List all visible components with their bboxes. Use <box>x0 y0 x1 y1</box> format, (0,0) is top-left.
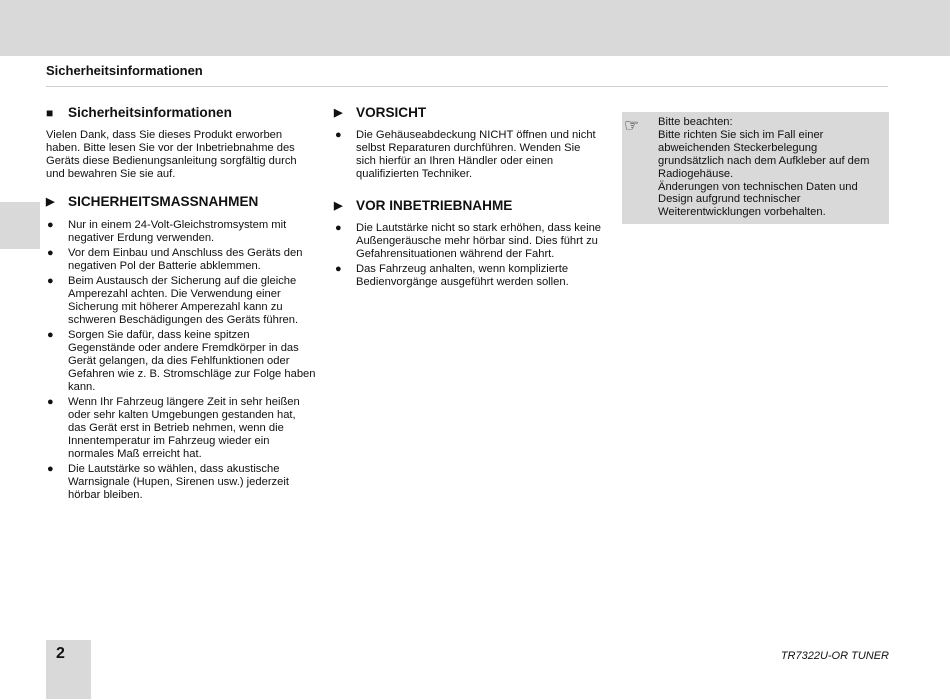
heading-text: SICHERHEITSMASSNAHMEN <box>68 194 259 210</box>
bullet-icon: ● <box>47 218 54 231</box>
bullet-icon: ● <box>335 263 342 276</box>
page-number-tab <box>46 640 91 699</box>
footer-product-title: TR7322U-OR TUNER <box>780 650 889 662</box>
list-item-text: Die Lautstärke so wählen, dass akustische Warnsignale (Hupen, Sirenen usw.) jederzeit hörbar bleiben. <box>68 463 289 502</box>
list-item <box>46 396 316 461</box>
side-chapter-tab <box>0 202 40 249</box>
bullet-icon: ● <box>47 329 54 342</box>
triangle-marker-icon: ▶ <box>46 196 55 209</box>
list-item <box>334 129 602 181</box>
page-number: 2 <box>56 645 65 662</box>
bullet-icon: ● <box>47 463 54 476</box>
bullet-icon: ● <box>47 396 54 409</box>
list-item-text: Beim Austausch der Sicherung auf die gleiche Amperezahl achten. Die Verwendung einer Sicherung mit höherer Amperezahl kann zu schweren Beschädigungen des Geräts führen. <box>68 275 299 326</box>
list-item-text: Wenn Ihr Fahrzeug längere Zeit in sehr heißen oder sehr kalten Umgebungen gestanden hat, das Gerät erst in Betrieb nehmen, wenn die Innentemperatur im Fahrzeug wieder ein normales Maß erreicht hat. <box>68 396 300 461</box>
intro-paragraph: Vielen Dank, dass Sie dieses Produkt erworben haben. Bitte lesen Sie vor der Inbetriebnahme des Geräts diese Bedienungsanleitung sorgfältig durch und bewahren Sie sie auf. <box>46 129 297 180</box>
list-item-text: Die Gehäuseabdeckung NICHT öffnen und nicht selbst Reparaturen durchführen. Wenden Sie sich hierfür an Ihren Händler oder einen qualifizierten Techniker. <box>356 129 596 180</box>
heading-text: VOR INBETRIEBNAHME <box>356 197 513 213</box>
triangle-marker-icon: ▶ <box>334 106 343 119</box>
list-item <box>46 275 316 327</box>
heading-safety-info <box>46 104 316 122</box>
note-text-2: Änderungen von technischen Daten und Design aufgrund technischer Weiterentwicklungen vorbehalten. <box>658 180 858 219</box>
bullet-icon: ● <box>335 222 342 235</box>
list-item-text: Nur in einem 24-Volt-Gleichstromsystem mit negativer Erdung verwenden. <box>68 218 287 244</box>
pointing-hand-icon: ☞ <box>624 116 640 135</box>
list-item <box>46 219 316 245</box>
list-item <box>46 329 316 394</box>
note-title: Bitte beachten: <box>658 116 733 128</box>
heading-caution <box>334 104 602 122</box>
note-text-1: Bitte richten Sie sich im Fall einer abweichenden Steckerbelegung grundsätzlich nach dem Aufkleber auf dem Radiogehäuse. <box>658 128 870 180</box>
heading-before-use <box>334 197 602 215</box>
bullet-icon: ● <box>335 129 342 141</box>
list-item <box>334 263 602 289</box>
heading-text: Sicherheitsinformationen <box>68 104 232 120</box>
note-text <box>658 116 886 219</box>
list-item-text: Das Fahrzeug anhalten, wenn komplizierte Bedienvorgänge ausgeführt werden sollen. <box>356 263 569 289</box>
safety-measures-list <box>46 219 316 503</box>
note-box <box>622 112 889 224</box>
list-item <box>46 247 316 273</box>
bullet-icon: ● <box>47 275 54 288</box>
caution-list <box>334 129 602 181</box>
square-marker-icon: ■ <box>46 105 54 120</box>
list-item-text: Vor dem Einbau und Anschluss des Geräts den negativen Pol der Batterie abklemmen. <box>68 246 303 272</box>
heading-text: VORSICHT <box>356 104 427 120</box>
section-header-title: Sicherheitsinformationen <box>46 63 203 78</box>
list-item <box>46 463 316 502</box>
list-item-text: Die Lautstärke nicht so stark erhöhen, dass keine Außengeräusche mehr hörbar sind. Dies führt zu Gefahrensituationen während der Fahrt. <box>356 222 602 260</box>
before-use-list <box>334 222 602 289</box>
bullet-icon: ● <box>47 246 54 259</box>
column-left <box>46 104 316 505</box>
heading-safety-measures <box>46 194 316 212</box>
list-item-text: Sorgen Sie dafür, dass keine spitzen Gegenstände oder andere Fremdkörper in das Gerät gelangen, da dies Fehlfunktionen oder Gefahren wie z. B. Stromschläge zur Folge haben kann. <box>68 329 316 393</box>
top-band <box>0 0 950 56</box>
column-middle <box>334 104 602 292</box>
triangle-marker-icon: ▶ <box>334 199 343 212</box>
header-divider <box>46 86 888 87</box>
list-item <box>334 222 602 261</box>
